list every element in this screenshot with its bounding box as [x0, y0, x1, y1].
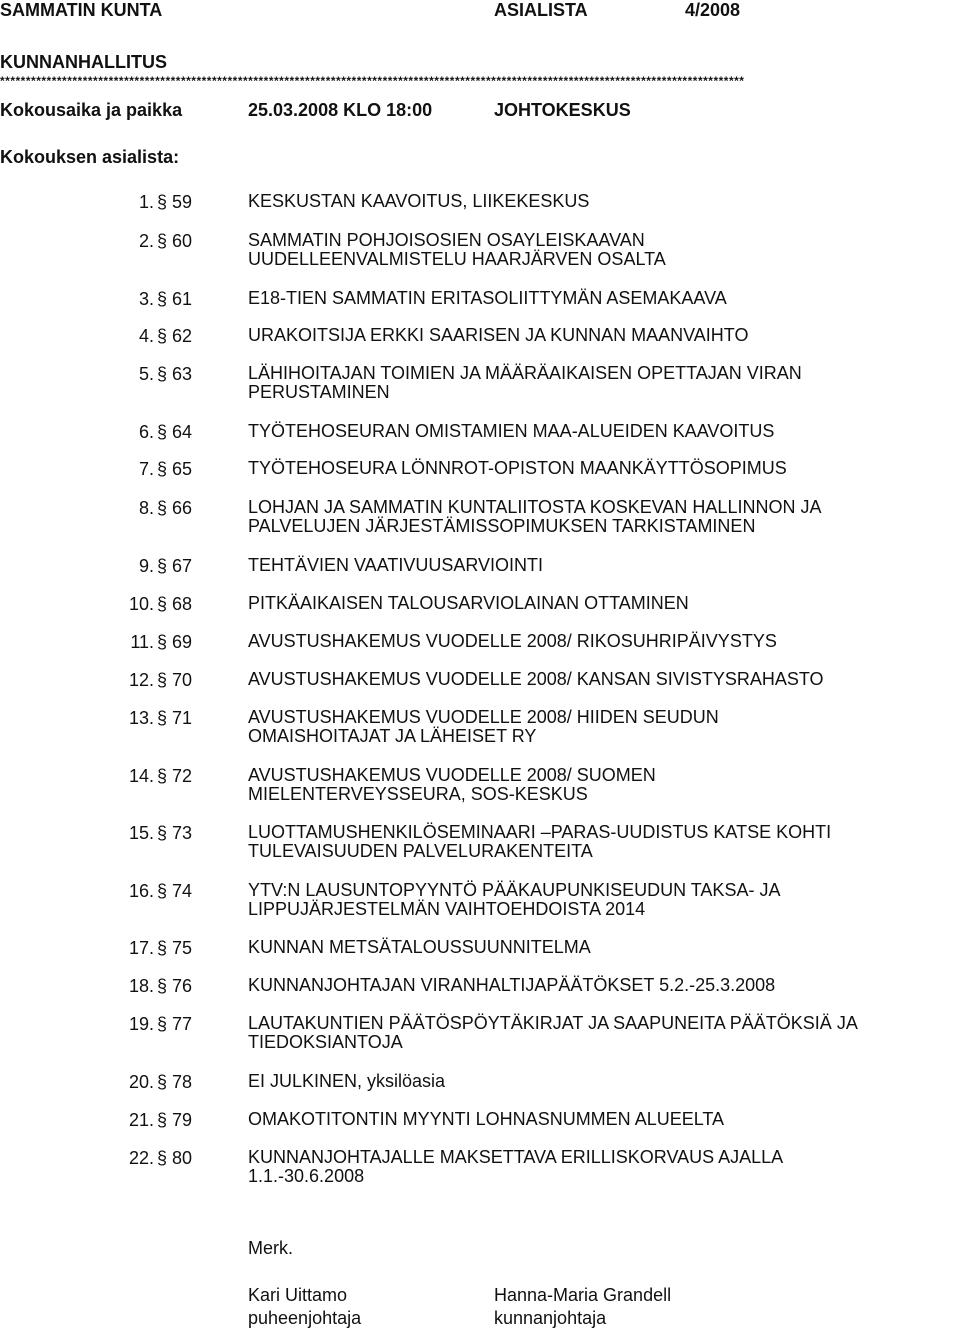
agenda-item-title-line: LUOTTAMUSHENKILÖSEMINAARI –PARAS-UUDISTUS KATSE KOHTI: [248, 822, 832, 842]
agenda-item-title-line: URAKOITSIJA ERKKI SAARISEN JA KUNNAN MAANVAIHTO: [248, 325, 749, 345]
agenda-item-number: 14.: [128, 766, 154, 786]
agenda-item-number: 1.: [138, 192, 154, 212]
agenda-item-title-line: AVUSTUSHAKEMUS VUODELLE 2008/ RIKOSUHRIPÄIVYSTYS: [248, 631, 777, 651]
agenda-item-title: [248, 326, 748, 345]
star-divider: ************************************************************************************************************************************************: [0, 74, 745, 88]
agenda-item-section: § 74: [157, 881, 193, 901]
signer-2-role: kunnanjohtaja: [494, 1308, 607, 1328]
agenda-item-title-line: EI JULKINEN, yksilöasia: [248, 1071, 446, 1091]
agenda-item-section: § 75: [157, 938, 193, 958]
agenda-item-section: § 80: [157, 1148, 193, 1168]
document-number: 4/2008: [685, 0, 741, 20]
agenda-item-title: [248, 766, 656, 804]
agenda-item-number: 11.: [130, 632, 154, 652]
agenda-item-section: § 67: [157, 556, 193, 576]
agenda-item-title: [248, 1072, 445, 1091]
agenda-item-title: [248, 594, 689, 613]
agenda-item-number: 21.: [128, 1110, 154, 1130]
agenda-item-title-line: AVUSTUSHAKEMUS VUODELLE 2008/ KANSAN SIVISTYSRAHASTO: [248, 669, 824, 689]
agenda-label: Kokouksen asialista:: [0, 147, 180, 167]
agenda-item-title-line: TEHTÄVIEN VAATIVUUSARVIOINTI: [248, 555, 544, 575]
agenda-item-number: 3.: [138, 289, 154, 309]
agenda-item-title: [248, 498, 821, 536]
agenda-item-title: [248, 192, 589, 211]
agenda-item-title-line: 1.1.-30.6.2008: [248, 1166, 365, 1186]
agenda-item-section: § 76: [157, 976, 193, 996]
agenda-item-title-line: TIEDOKSIANTOJA: [248, 1032, 403, 1052]
agenda-item-section: § 65: [157, 459, 193, 479]
agenda-item-title: [248, 938, 591, 957]
agenda-item-number: 12.: [128, 670, 154, 690]
agenda-item-section: § 69: [157, 632, 193, 652]
agenda-item-section: § 59: [157, 192, 193, 212]
agenda-item-title: [248, 289, 727, 308]
agenda-item-number: 22.: [128, 1148, 154, 1168]
agenda-item-title-line: OMAKOTITONTIN MYYNTI LOHNASNUMMEN ALUEELTA: [248, 1109, 725, 1129]
agenda-item-title-line: UUDELLEENVALMISTELU HAARJÄRVEN OSALTA: [248, 249, 666, 269]
agenda-item-title-line: KUNNANJOHTAJAN VIRANHALTIJAPÄÄTÖKSET 5.2.-25.3.2008: [248, 975, 776, 995]
agenda-item-title-line: MIELENTERVEYSSEURA, SOS-KESKUS: [248, 784, 588, 804]
signer-1-role: puheenjohtaja: [248, 1308, 362, 1328]
agenda-item-title: [248, 823, 831, 861]
agenda-item-number: 5.: [138, 364, 154, 384]
agenda-item-number: 13.: [128, 708, 154, 728]
agenda-item-section: § 71: [157, 708, 193, 728]
agenda-item-title: [248, 632, 777, 651]
municipality-name: SAMMATIN KUNTA: [0, 0, 163, 20]
agenda-item-title: [248, 1110, 724, 1129]
agenda-item-title-line: LAUTAKUNTIEN PÄÄTÖSPÖYTÄKIRJAT JA SAAPUNEITA PÄÄTÖKSIÄ JA: [248, 1013, 858, 1033]
agenda-item-title-line: E18-TIEN SAMMATIN ERITASOLIITTYMÄN ASEMAKAAVA: [248, 288, 727, 308]
agenda-item-title: [248, 364, 802, 402]
agenda-item-title-line: PITKÄAIKAISEN TALOUSARVIOLAINAN OTTAMINEN: [248, 593, 689, 613]
agenda-item-number: 8.: [138, 498, 154, 518]
governing-body: KUNNANHALLITUS: [0, 52, 167, 72]
agenda-item-section: § 62: [157, 326, 193, 346]
agenda-item-section: § 63: [157, 364, 193, 384]
agenda-item-title-line: PERUSTAMINEN: [248, 382, 390, 402]
agenda-item-title: [248, 708, 719, 746]
agenda-item-title-line: LIPPUJÄRJESTELMÄN VAIHTOEHDOISTA 2014: [248, 899, 646, 919]
agenda-item-title-line: PALVELUJEN JÄRJESTÄMISSOPIMUKSEN TARKISTAMINEN: [248, 516, 756, 536]
agenda-item-section: § 61: [157, 289, 193, 309]
meeting-label: Kokousaika ja paikka: [0, 100, 183, 120]
agenda-item-title-line: OMAISHOITAJAT JA LÄHEISET RY: [248, 726, 537, 746]
agenda-item-number: 6.: [138, 422, 154, 442]
agenda-item-section: § 66: [157, 498, 193, 518]
agenda-item-title: [248, 1148, 783, 1186]
meeting-time: 25.03.2008 KLO 18:00: [248, 100, 433, 120]
agenda-item-number: 4.: [138, 326, 154, 346]
agenda-item-title: [248, 556, 543, 575]
agenda-item-title-line: TULEVAISUUDEN PALVELURAKENTEITA: [248, 841, 593, 861]
agenda-item-section: § 60: [157, 231, 193, 251]
meeting-place: JOHTOKESKUS: [494, 100, 631, 120]
agenda-item-title-line: AVUSTUSHAKEMUS VUODELLE 2008/ SUOMEN: [248, 765, 656, 785]
agenda-item-title-line: TYÖTEHOSEURAN OMISTAMIEN MAA-ALUEIDEN KAAVOITUS: [248, 421, 775, 441]
agenda-item-number: 19.: [128, 1014, 154, 1034]
agenda-item-title-line: KESKUSTAN KAAVOITUS, LIIKEKESKUS: [248, 191, 590, 211]
agenda-item-title: [248, 670, 824, 689]
agenda-item-title: [248, 422, 774, 441]
merk-label: Merk.: [248, 1238, 293, 1258]
agenda-item-number: 18.: [128, 976, 154, 996]
agenda-item-title-line: YTV:N LAUSUNTOPYYNTÖ PÄÄKAUPUNKISEUDUN TAKSA- JA: [248, 880, 781, 900]
agenda-item-title: [248, 881, 780, 919]
agenda-item-title-line: LÄHIHOITAJAN TOIMIEN JA MÄÄRÄAIKAISEN OPETTAJAN VIRAN: [248, 363, 802, 383]
agenda-item-number: 10.: [128, 594, 154, 614]
agenda-item-title-line: SAMMATIN POHJOISOSIEN OSAYLEISKAAVAN: [248, 230, 645, 250]
agenda-item-section: § 79: [157, 1110, 193, 1130]
agenda-item-title: [248, 1014, 858, 1052]
agenda-item-number: 9.: [138, 556, 154, 576]
agenda-item-title-line: AVUSTUSHAKEMUS VUODELLE 2008/ HIIDEN SEUDUN: [248, 707, 719, 727]
agenda-item-title: [248, 231, 666, 269]
agenda-item-number: 7.: [138, 459, 154, 479]
agenda-item-section: § 78: [157, 1072, 193, 1092]
agenda-item-section: § 68: [157, 594, 193, 614]
agenda-item-section: § 64: [157, 422, 193, 442]
agenda-item-number: 20.: [128, 1072, 154, 1092]
signer-2-name: Hanna-Maria Grandell: [494, 1285, 672, 1305]
agenda-item-title-line: TYÖTEHOSEURA LÖNNROT-OPISTON MAANKÄYTTÖSOPIMUS: [248, 458, 787, 478]
agenda-item-section: § 72: [157, 766, 193, 786]
agenda-item-title: [248, 976, 775, 995]
document-type: ASIALISTA: [494, 0, 588, 20]
agenda-item-number: 17.: [128, 938, 154, 958]
agenda-item-section: § 73: [157, 823, 193, 843]
agenda-item-number: 15.: [128, 823, 154, 843]
agenda-item-number: 2.: [138, 231, 154, 251]
agenda-item-section: § 77: [157, 1014, 193, 1034]
agenda-item-section: § 70: [157, 670, 193, 690]
agenda-item-title-line: KUNNAN METSÄTALOUSSUUNNITELMA: [248, 937, 591, 957]
agenda-item-title-line: KUNNANJOHTAJALLE MAKSETTAVA ERILLISKORVAUS AJALLA: [248, 1147, 784, 1167]
agenda-item-title: [248, 459, 787, 478]
agenda-item-title-line: LOHJAN JA SAMMATIN KUNTALIITOSTA KOSKEVAN HALLINNON JA: [248, 497, 822, 517]
agenda-item-number: 16.: [128, 881, 154, 901]
signer-1-name: Kari Uittamo: [248, 1285, 348, 1305]
